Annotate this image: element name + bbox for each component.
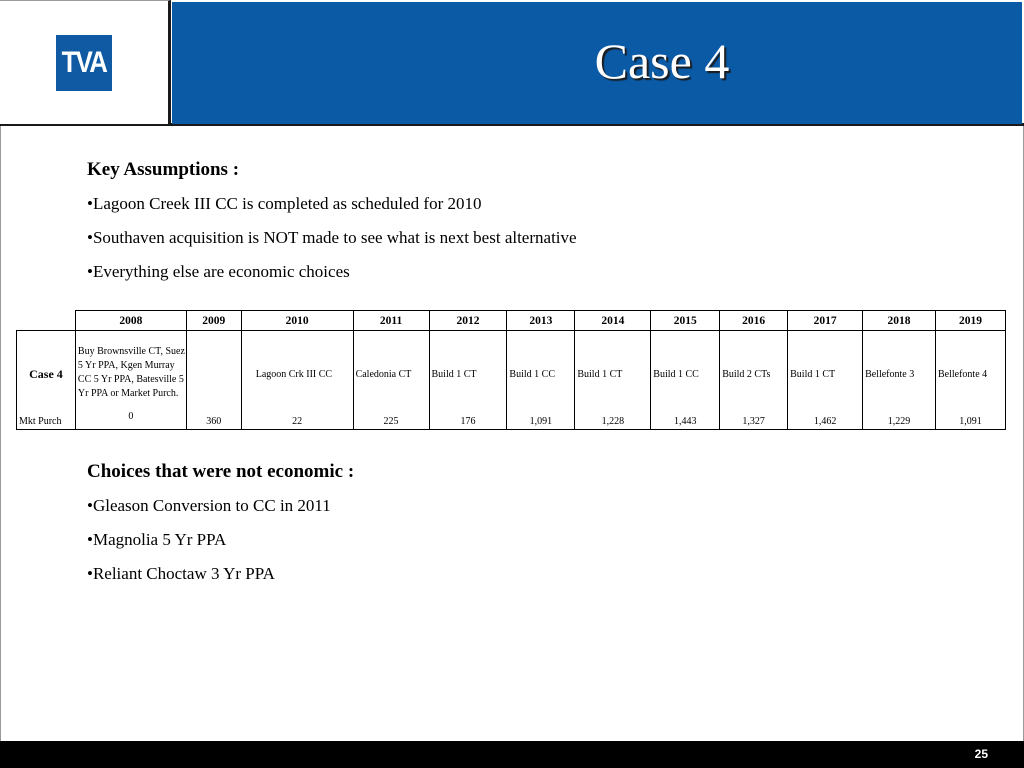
slide-footer [0,741,1024,768]
action-text: Caledonia CT [355,369,412,380]
assumption-bullet: •Southaven acquisition is NOT made to see what is next best alternative [87,228,577,247]
slide-title: Case 4 [594,33,730,89]
mkt-purch-value: 1,229 [887,416,911,427]
tva-logo-text: TVA [61,46,107,79]
year-cell: 2008 [75,311,186,331]
choice-bullet: •Gleason Conversion to CC in 2011 [87,496,331,515]
mkt-purch-value: 176 [460,416,476,427]
action-text: Build 1 CC [653,369,699,380]
year-2018-cell [863,331,936,430]
key-assumptions-section [87,160,967,297]
mkt-purch-value: 22 [292,416,303,427]
year-cell: 2013 [507,311,575,331]
year-2016-cell [720,331,788,430]
tva-logo [56,35,112,91]
action-text: Build 2 CTs [722,369,771,380]
page-number: 25 [974,747,988,761]
year-2009-cell [186,331,241,430]
assumption-bullet: •Everything else are economic choices [87,262,350,281]
year-2011-cell [353,331,429,430]
assumption-bullet: •Lagoon Creek III CC is completed as scheduled for 2010 [87,194,482,213]
mkt-purch-value: 1,443 [673,416,697,427]
year-cell: 2009 [186,311,241,331]
year-cell: 2014 [575,311,651,331]
action-text: Build 1 CT [577,369,623,380]
year-cell: 2012 [429,311,507,331]
mkt-purch-value: 0 [128,411,134,422]
year-header-row [17,311,1006,331]
choice-bullet: •Reliant Choctaw 3 Yr PPA [87,564,275,583]
year-cell: 2011 [353,311,429,331]
action-text: Lagoon Crk III CC [255,369,333,380]
year-cell: 2016 [720,311,788,331]
year-2012-cell [429,331,507,430]
mkt-purch-value: 1,228 [601,416,625,427]
year-2015-cell [651,331,720,430]
year-2010-cell [241,331,353,430]
non-economic-choices-section [87,462,967,599]
case-label: Case 4 [29,367,63,381]
year-cell: 2019 [935,311,1005,331]
mkt-purch-value: 1,091 [959,416,982,427]
slide-header [0,0,1024,126]
year-2017-cell [788,331,863,430]
action-text: Build 1 CT [790,369,836,380]
key-assumptions-heading: Key Assumptions : [87,159,240,180]
year-cell: 2018 [863,311,936,331]
year-2014-cell [575,331,651,430]
year-cell: 2017 [788,311,863,331]
year-2013-cell [507,331,575,430]
resource-plan-table [16,310,1006,430]
title-bar [172,2,1022,124]
mkt-purch-value: 1,327 [742,416,765,427]
mkt-purch-label: Mkt Purch [19,416,62,427]
logo-panel [0,0,171,124]
blank-header-cell [17,311,76,331]
case-label-cell [17,331,76,430]
mkt-purch-value: 360 [206,416,222,427]
mkt-purch-value: 225 [383,416,399,427]
action-text: Build 1 CT [431,369,477,380]
action-text: Bellefonte 4 [937,369,988,380]
year-cell: 2015 [651,311,720,331]
choice-bullet: •Magnolia 5 Yr PPA [87,530,227,549]
year-2008-cell [75,331,186,430]
non-economic-choices-heading: Choices that were not economic : [87,461,355,482]
action-text: Build 1 CC [509,369,555,380]
year-2019-cell [935,331,1005,430]
mkt-purch-value: 1,091 [529,416,553,427]
year-cell: 2010 [241,311,353,331]
case-4-row [17,331,1006,430]
mkt-purch-value: 1,462 [813,416,837,427]
action-text: Bellefonte 3 [865,369,915,380]
action-text: Buy Brownsville CT, Suez 5 Yr PPA, Kgen Murray CC 5 Yr PPA, Batesville 5 Yr PPA or Market Purch. [77,346,185,399]
